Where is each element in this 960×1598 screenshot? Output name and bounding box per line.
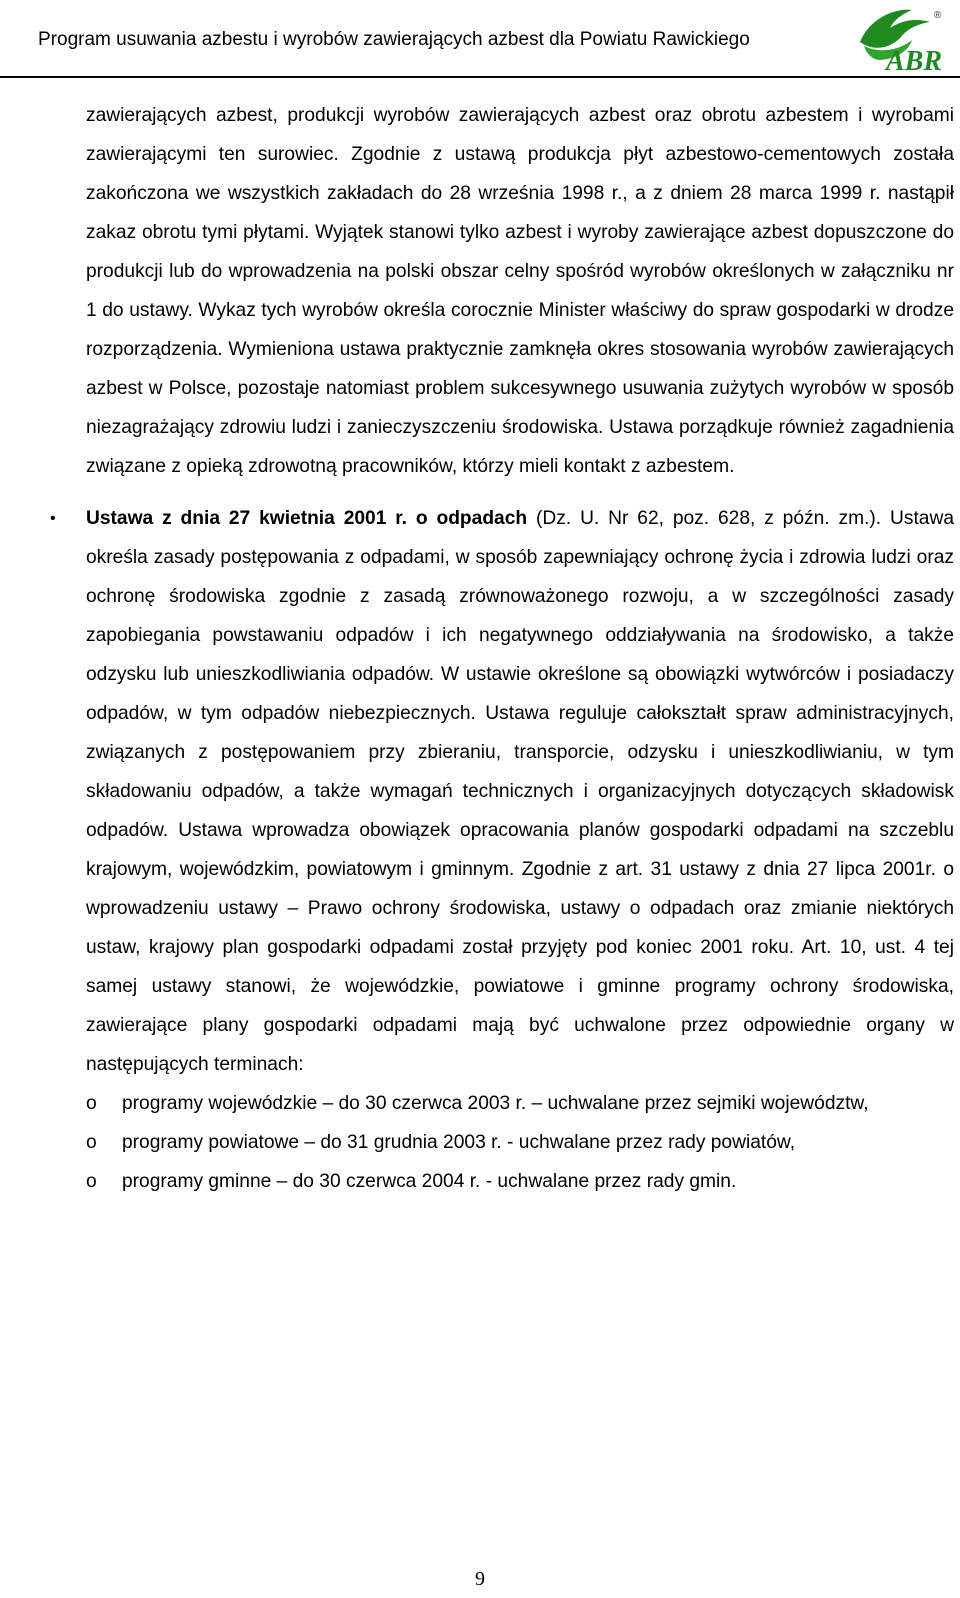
header-divider [0,76,960,78]
page-number: 9 [475,1568,485,1590]
page-header [0,0,960,80]
act-description: (Dz. U. Nr 62, poz. 628, z późn. zm.). Ustawa określa zasady postępowania z odpadami, w sposób zapewniający ochronę życia i zdrowia ludzi oraz ochronę środowiska zgodnie z zasadą zrównoważonego rozwoju, a w szczególności zasady zapobiegania powstawaniu odpadów i ich negatywnego oddziaływania na środowisko, a także odzysku lub unieszkodliwiania odpadów. W ustawie określone są obowiązki wytwórców i posiadaczy odpadów, w tym odpadów niebezpiecznych. Ustawa reguluje całokształt spraw administracyjnych, związanych z postępowaniem przy zbieraniu, transporcie, odzysku i unieszkodliwianiu, w tym składowaniu odpadów, a także wymagań technicznych i organizacyjnych dotyczących składowisk odpadów. Ustawa wprowadza obowiązek opracowania planów gospodarki odpadami na szczeblu krajowym, wojewódzkim, powiatowym i gminnym. Zgodnie z art. 31 ustawy z dnia 27 lipca 2001r. o wprowadzeniu ustawy – Prawo ochrony środowiska, ustawy o odpadach oraz zmianie niektórych ustaw, krajowy plan gospodarki odpadami został przyjęty pod koniec 2001 roku. Art. 10, ust. 4 tej samej ustawy stanowi, że wojewódzkie, powiatowe i gminne programy ochrony środowiska, zawierające plany gospodarki odpadami mają być uchwalone przez odpowiednie organy w następujących terminach: [86,508,955,1075]
deadline-text: programy wojewódzkie – do 30 czerwca 2003 r. – uchwalane przez sejmiki województw, [122,1093,869,1114]
header-title: Program usuwania azbestu i wyrobów zawierających azbest dla Powiatu Rawickiego [38,29,750,50]
deadline-item [86,1123,954,1162]
list-marker: o [86,1093,97,1114]
list-marker: o [86,1132,97,1153]
deadline-list [86,1084,954,1201]
deadline-text: programy gminne – do 30 czerwca 2004 r. - uchwalane przez rady gmin. [122,1171,737,1192]
registered-mark: ® [934,10,942,21]
deadline-item [86,1162,954,1201]
bullet-list-item [50,499,955,1084]
deadline-text: programy powiatowe – do 31 grudnia 2003 r. - uchwalane przez rady powiatów, [122,1132,796,1153]
document-body [50,96,955,1201]
body-paragraph: zawierających azbest, produkcji wyrobów zawierających azbest oraz obrotu azbestem i wyrobami zawierającymi ten surowiec. Zgodnie z ustawą produkcja płyt azbestowo-cementowych została zakończona we wszystkich zakładach do 28 września 1998 r., a z dniem 28 marca 1999 r. nastąpił zakaz obrotu tymi płytami. Wyjątek stanowi tylko azbest i wyroby zawierające azbest dopuszczone do produkcji lub do wprowadzenia na polski obszar celny spośród wyrobów określonych w załączniku nr 1 do ustawy. Wykaz tych wyrobów określa corocznie Minister właściwy do spraw gospodarki w drodze rozporządzenia. Wymieniona ustawa praktycznie zamknęła okres stosowania wyrobów zawierających azbest w Polsce, pozostaje natomiast problem sukcesywnego usuwania zużytych wyrobów w sposób niezagrażający zdrowiu ludzi i zanieczyszczeniu środowiska. Ustawa porządkuje również zagadnienia związane z opieką zdrowotną pracowników, którzy mieli kontakt z azbestem. [86,105,954,477]
list-marker: o [86,1171,97,1192]
bullet-icon: • [50,510,56,527]
act-title: Ustawa z dnia 27 kwietnia 2001 r. o odpadach [86,508,528,529]
abr-logo [850,2,946,74]
deadline-item [86,1084,954,1123]
logo-text: ABR [886,46,943,74]
